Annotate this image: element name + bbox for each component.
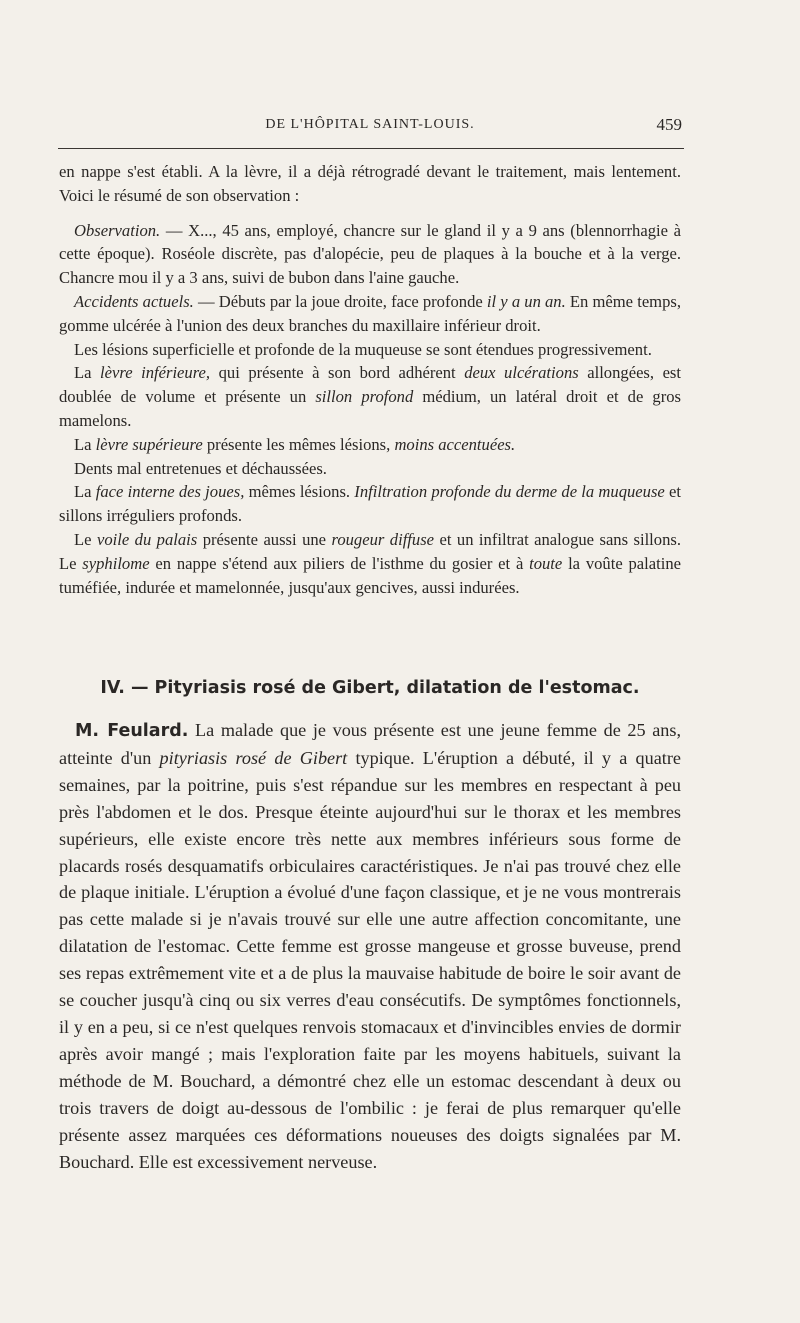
page-number: 459 (656, 115, 682, 134)
speaker-name: M. Feulard. (75, 721, 189, 741)
page-header (58, 117, 682, 137)
dents-paragraph: Dents mal entretenues et déchaussées. (74, 458, 327, 478)
accidents-paragraph: Accidents actuels. — Débuts par la joue droite, face profonde il y a un an. En même temps, gomme ulcérée à l'union des deux branches du maxillaire inférieur droit. (59, 291, 681, 335)
section-heading: IV. — Pityriasis rosé de Gibert, dilatation de l'estomac. (100, 678, 640, 698)
joues-paragraph: La face interne des joues, mêmes lésions. Infiltration profonde du derme de la muqueuse et sillons irréguliers profonds. (59, 482, 681, 526)
lesions-paragraph: Les lésions superficielle et profonde de la muqueuse se sont étendues progressivement. (74, 339, 652, 359)
running-title: DE L'HÔPITAL SAINT-LOUIS. (265, 117, 475, 132)
accidents-label: Accidents actuels. (74, 291, 194, 311)
intro-paragraph: en nappe s'est établi. A la lèvre, il a déjà rétrogradé devant le traitement, mais lentement. Voici le résumé de son observation : (59, 162, 681, 205)
observation-paragraph: Observation. — X..., 45 ans, employé, chancre sur le gland il y a 9 ans (blennorrhagie à cette époque). Roséole discrète, pas d'alopécie, peu de plaques à la bouche et à la verge. Chancre mou il y a 3 ans, suivi de bubon dans l'aine gauche. (59, 220, 681, 288)
observation-block (59, 160, 681, 599)
levre-inferieure-paragraph: La lèvre inférieure, qui présente à son bord adhérent deux ulcérations allongées, est doublée de volume et présente un sillon profond médium, un latéral droit et de gros mamelons. (59, 363, 681, 430)
voile-paragraph: Le voile du palais présente aussi une rougeur diffuse et un infiltrat analogue sans sillons. Le syphilome en nappe s'étend aux piliers de l'isthme du gosier et à toute la voûte palatine tuméfiée, indurée et mamelonnée, jusqu'aux gencives, aussi indurées. (59, 529, 681, 597)
header-rule (58, 148, 684, 149)
main-text (59, 717, 681, 1175)
levre-superieure-paragraph: La lèvre supérieure présente les mêmes lésions, moins accentuées. (74, 434, 516, 454)
feulard-paragraph: M. Feulard. La malade que je vous présente est une jeune femme de 25 ans, atteinte d'un pityriasis rosé de Gibert typique. L'éruption a débuté, il y a quatre semaines, par la poitrine, puis s'est répandue sur les membres en respectant à peu près l'abdomen et le dos. Presque éteinte aujourd'hui sur le thorax et les membres supérieurs, elle existe encore très nette aux membres inférieurs sous forme de placards rosés desquamatifs orbiculaires caractéristiques. Je n'ai pas trouvé chez elle de plaque initiale. L'éruption a évolué d'une façon classique, et je ne vous montrerais pas cette malade si je n'avais trouvé sur elle une autre affection concomitante, une dilatation de l'estomac. Cette femme est grosse mangeuse et grosse buveuse, prend ses repas extrêmement vite et a de plus la mauvaise habitude de boire le soir avant de se coucher jusqu'à cinq ou six verres d'eau consécutifs. De symptômes fonctionnels, il y en a peu, si ce n'est quelques renvois stomacaux et d'invincibles envies de dormir après avoir mangé ; mais l'exploration faite par les moyens habituels, suivant la méthode de M. Bouchard, a démontré chez elle un estomac descendant à deux ou trois travers de doigt au-dessous de l'ombilic : je ferai de plus remarquer qu'elle présente assez marquées ces déformations noueuses des doigts signalées par M. Bouchard. Elle est excessivement nerveuse. (59, 720, 681, 1172)
observation-label: Observation. (74, 220, 161, 240)
